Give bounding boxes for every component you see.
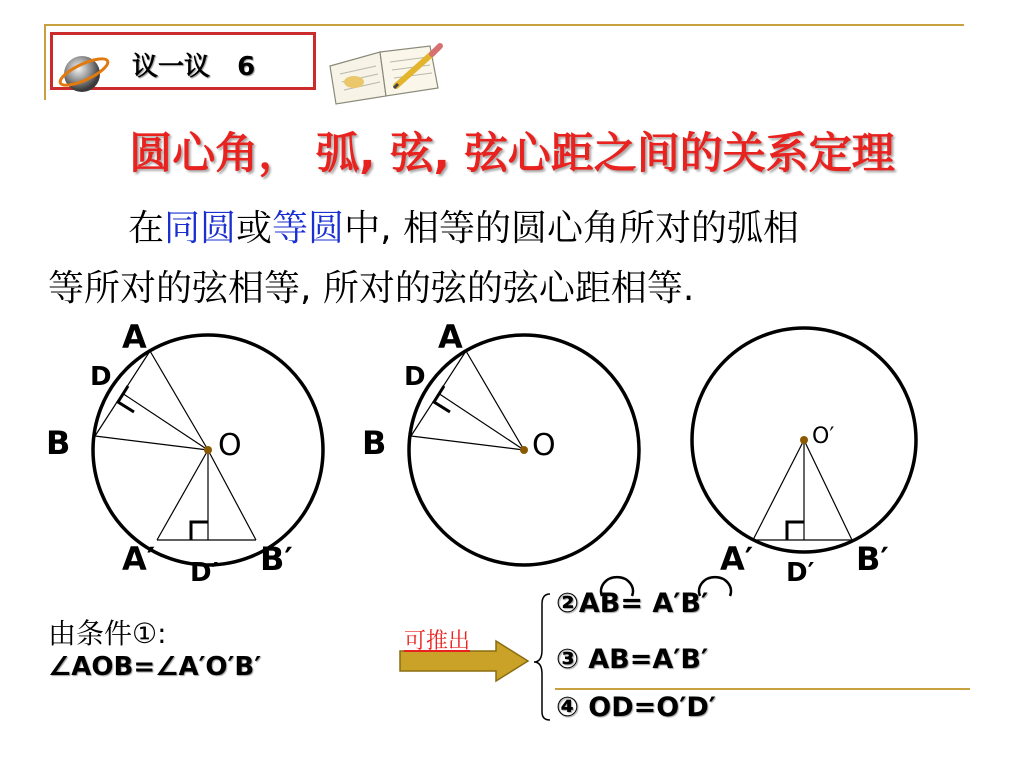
center-o-dot <box>204 446 212 454</box>
statement-text: 中, 相等的圆心角所对的弧相 <box>344 208 799 249</box>
label-b: B <box>46 424 71 462</box>
result-arc-equal: ②AB= A′B′ <box>556 588 709 619</box>
label-a: A <box>122 318 147 356</box>
radius-oa-prime <box>753 440 804 540</box>
label-o: O <box>218 428 242 463</box>
statement-text: 在 <box>128 208 165 249</box>
label-d-prime: D′ <box>190 558 219 588</box>
label-d: D <box>90 362 112 392</box>
label-o: O <box>532 428 556 463</box>
deduce-label: 可推出 <box>404 629 471 654</box>
header-number: 6 <box>237 52 256 82</box>
condition-formula: ∠AOB=∠A′O′B′ <box>48 652 262 682</box>
label-d: D <box>404 362 426 392</box>
label-a-prime: A′ <box>720 540 754 578</box>
header-label: 议一议 <box>132 52 211 82</box>
statement-line-2: 等所对的弦相等, 所对的弦的弦心距相等. <box>48 268 695 309</box>
brace <box>534 594 550 720</box>
center-o-dot <box>520 446 528 454</box>
result-chord-equal: ③ AB=A′B′ <box>556 644 709 675</box>
figure-1 <box>93 335 323 565</box>
label-b-prime: B′ <box>260 540 293 578</box>
right-angle-mark-d-prime <box>787 522 804 540</box>
statement-text: 或 <box>236 208 273 249</box>
label-d-prime: D′ <box>786 558 815 588</box>
figure-2 <box>409 335 639 565</box>
condition-label: 由条件①: <box>48 617 167 650</box>
radius-oa <box>466 351 524 450</box>
figure-3 <box>692 328 916 552</box>
radius-ob-prime <box>804 440 852 540</box>
result-distance-equal: ④ OD=O′D′ <box>556 692 716 723</box>
center-o-prime-dot <box>800 436 808 444</box>
radius-oa-prime <box>157 450 208 540</box>
label-a: A <box>438 318 463 356</box>
highlight-same-circle: 同圆 <box>164 208 237 249</box>
label-a-prime: A′ <box>122 540 156 578</box>
right-angle-mark-d-prime <box>191 522 208 540</box>
label-o-prime: O′ <box>812 424 835 449</box>
highlight-equal-circles: 等圆 <box>272 208 345 249</box>
label-b: B <box>362 424 387 462</box>
page-title: 圆心角， 弧, 弦, 弦心距之间的关系定理 <box>129 129 895 179</box>
label-b-prime: B′ <box>856 540 889 578</box>
radius-oa <box>150 351 208 450</box>
radius-ob-prime <box>208 450 256 540</box>
